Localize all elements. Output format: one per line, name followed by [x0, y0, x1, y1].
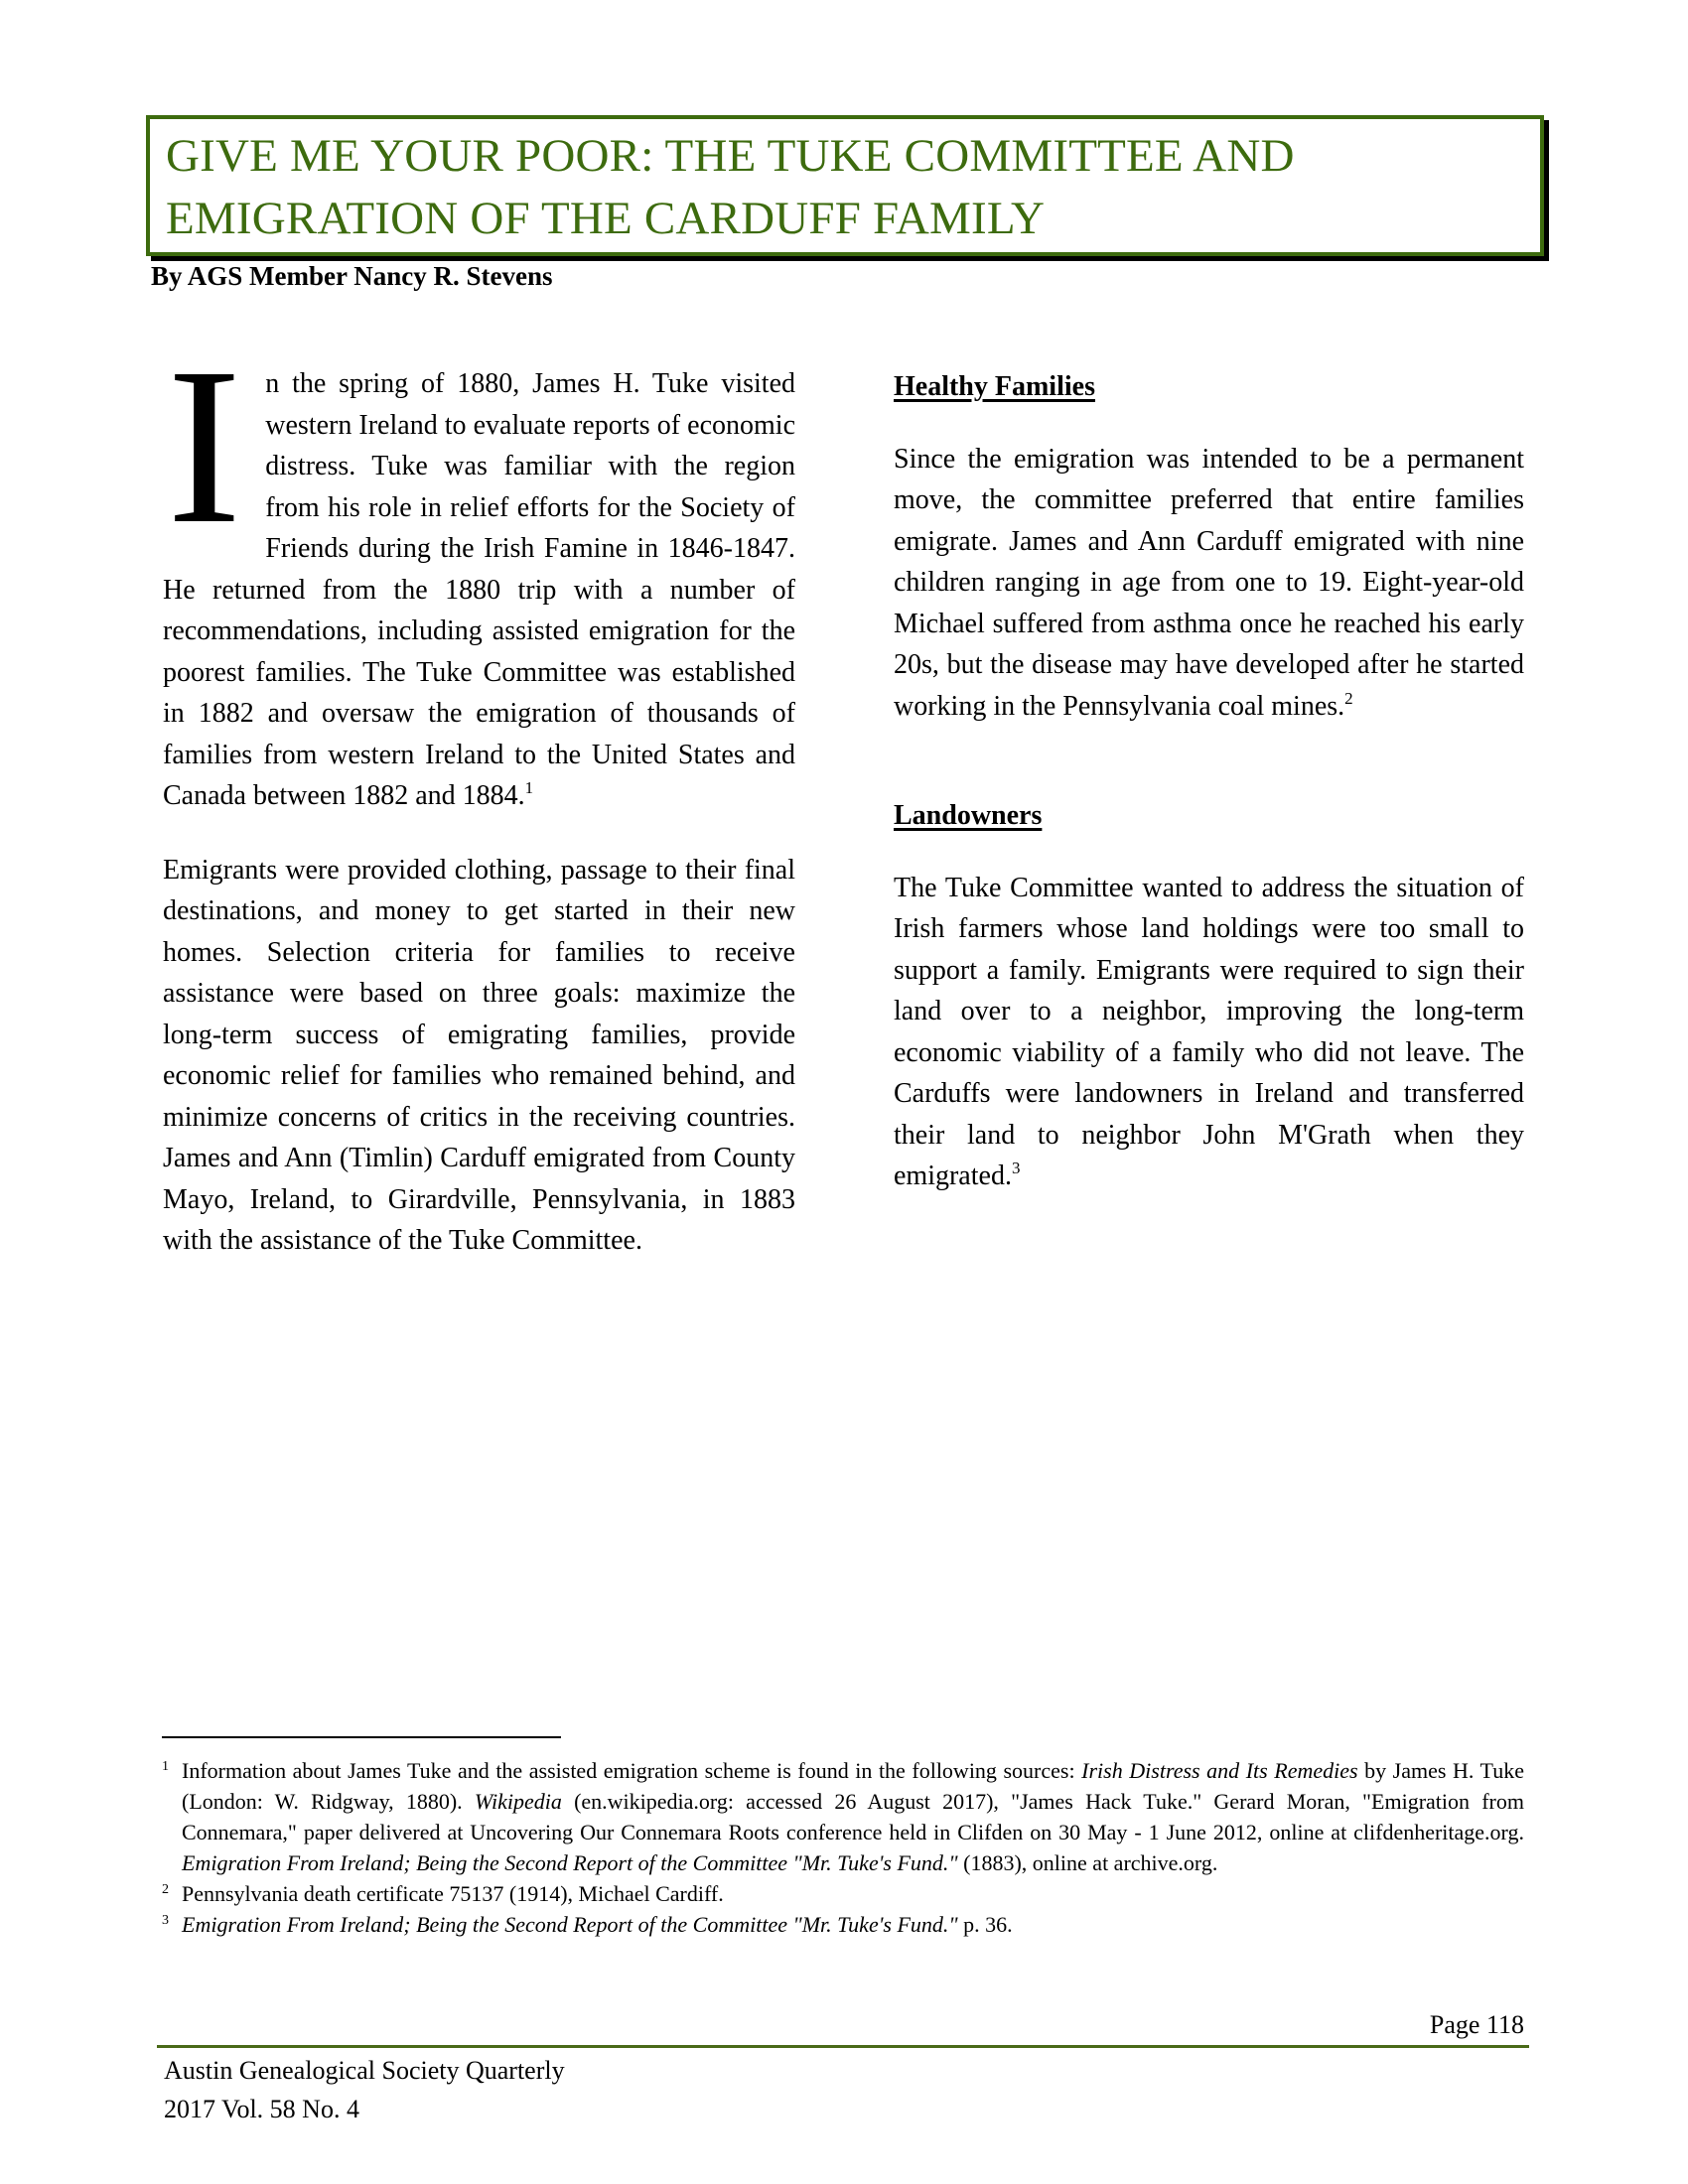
page-number: Page 118 [1429, 2010, 1524, 2039]
footer [164, 2051, 565, 2128]
article-title [166, 125, 1530, 250]
title-box [146, 115, 1544, 256]
footnotes [162, 1755, 1524, 1940]
footnote-ref-1[interactable]: 1 [524, 778, 534, 797]
footnote-1: $^1$ Information about James Tuke and the assisted emigration scheme is found in the following sources: Irish Distress and Its Remedies by James H. Tuke (London: W. Ridgway, 1880). Wikipedia (en.wikipedia.org: accessed 26 August 2017), "James Hack Tuke." Gerard Moran, "Emigration from Connemara," paper delivered at Uncovering Our Connemara Roots conference held in Clifden on 30 May - 1 June 2012, online at clifdenheritage.org. Emigration From Ireland; Being the Second Report of the Committee "Mr. Tuke's Fund." (1883), online at archive.org. [162, 1758, 1524, 1875]
left-column [163, 322, 795, 1295]
drop-cap: I [167, 322, 242, 570]
paragraph-landowners: The Tuke Committee wanted to address the situation of Irish farmers whose land holdings were too small to support a family. Emigrants were required to sign their land over to a neighbor, improving the long-term economic viability of a family who did not leave. The Carduffs were landowners in Ireland and transferred their land to neighbor John M'Grath when they emigrated.$^3$ [894, 872, 1524, 1191]
title-line-2: EMIGRATION OF THE CARDUFF FAMILY [166, 193, 1046, 244]
title-line-1: GIVE ME YOUR POOR: THE TUKE COMMITTEE AND [166, 130, 1295, 182]
footer-rule [157, 2045, 1529, 2048]
publication-name: Austin Genealogical Society Quarterly [164, 2056, 565, 2085]
paragraph-healthy-families: Since the emigration was intended to be a permanent move, the committee preferred that entire families emigrate. James and Ann Carduff emigrated with nine children ranging in age from one to 19. Eight-year-old Michael suffered from asthma once he reached his early 20s, but the disease may have developed after he started working in the Pennsylvania coal mines.$^2$ [894, 443, 1524, 722]
paragraph-intro: I n the spring of 1880, James H. Tuke visited western Ireland to evaluate reports of economic distress. Tuke was familiar with the region from his role in relief efforts for the Society of Friends during the Irish Famine in 1846-1847. He returned from the 1880 trip with a number of recommendations, including assisted emigration for the poorest families. The Tuke Committee was established in 1882 and oversaw the emigration of thousands of families from western Ireland to the United States and Canada between 1882 and 1884.$^1$ [163, 322, 795, 811]
right-column [894, 366, 1524, 1230]
heading-healthy-families: Healthy Families [894, 371, 1095, 402]
paragraph-emigrants: Emigrants were provided clothing, passage to their final destinations, and money to get started in their new homes. Selection criteria for families to receive assistance were based on three goals: maximize the long-term success of emigrating families, provide economic relief for families who remained behind, and minimize concerns of critics in the receiving countries. James and Ann (Timlin) Carduff emigrated from County Mayo, Ireland, to Girardville, Pennsylvania, in 1883 with the assistance of the Tuke Committee. [163, 854, 795, 1256]
heading-landowners: Landowners [894, 800, 1043, 831]
footnote-separator [162, 1736, 561, 1738]
footnote-ref-3[interactable]: 3 [1011, 1159, 1021, 1177]
footnote-2: $^2$ Pennsylvania death certificate 75137 (1914), Michael Cardiff. [162, 1881, 724, 1906]
footnote-3: $^3$ Emigration From Ireland; Being the Second Report of the Committee "Mr. Tuke's Fund." p. 36. [162, 1912, 1013, 1937]
byline: By AGS Member Nancy R. Stevens [151, 261, 553, 291]
footnote-ref-2[interactable]: 2 [1344, 688, 1353, 708]
issue-info: 2017 Vol. 58 No. 4 [164, 2095, 359, 2123]
